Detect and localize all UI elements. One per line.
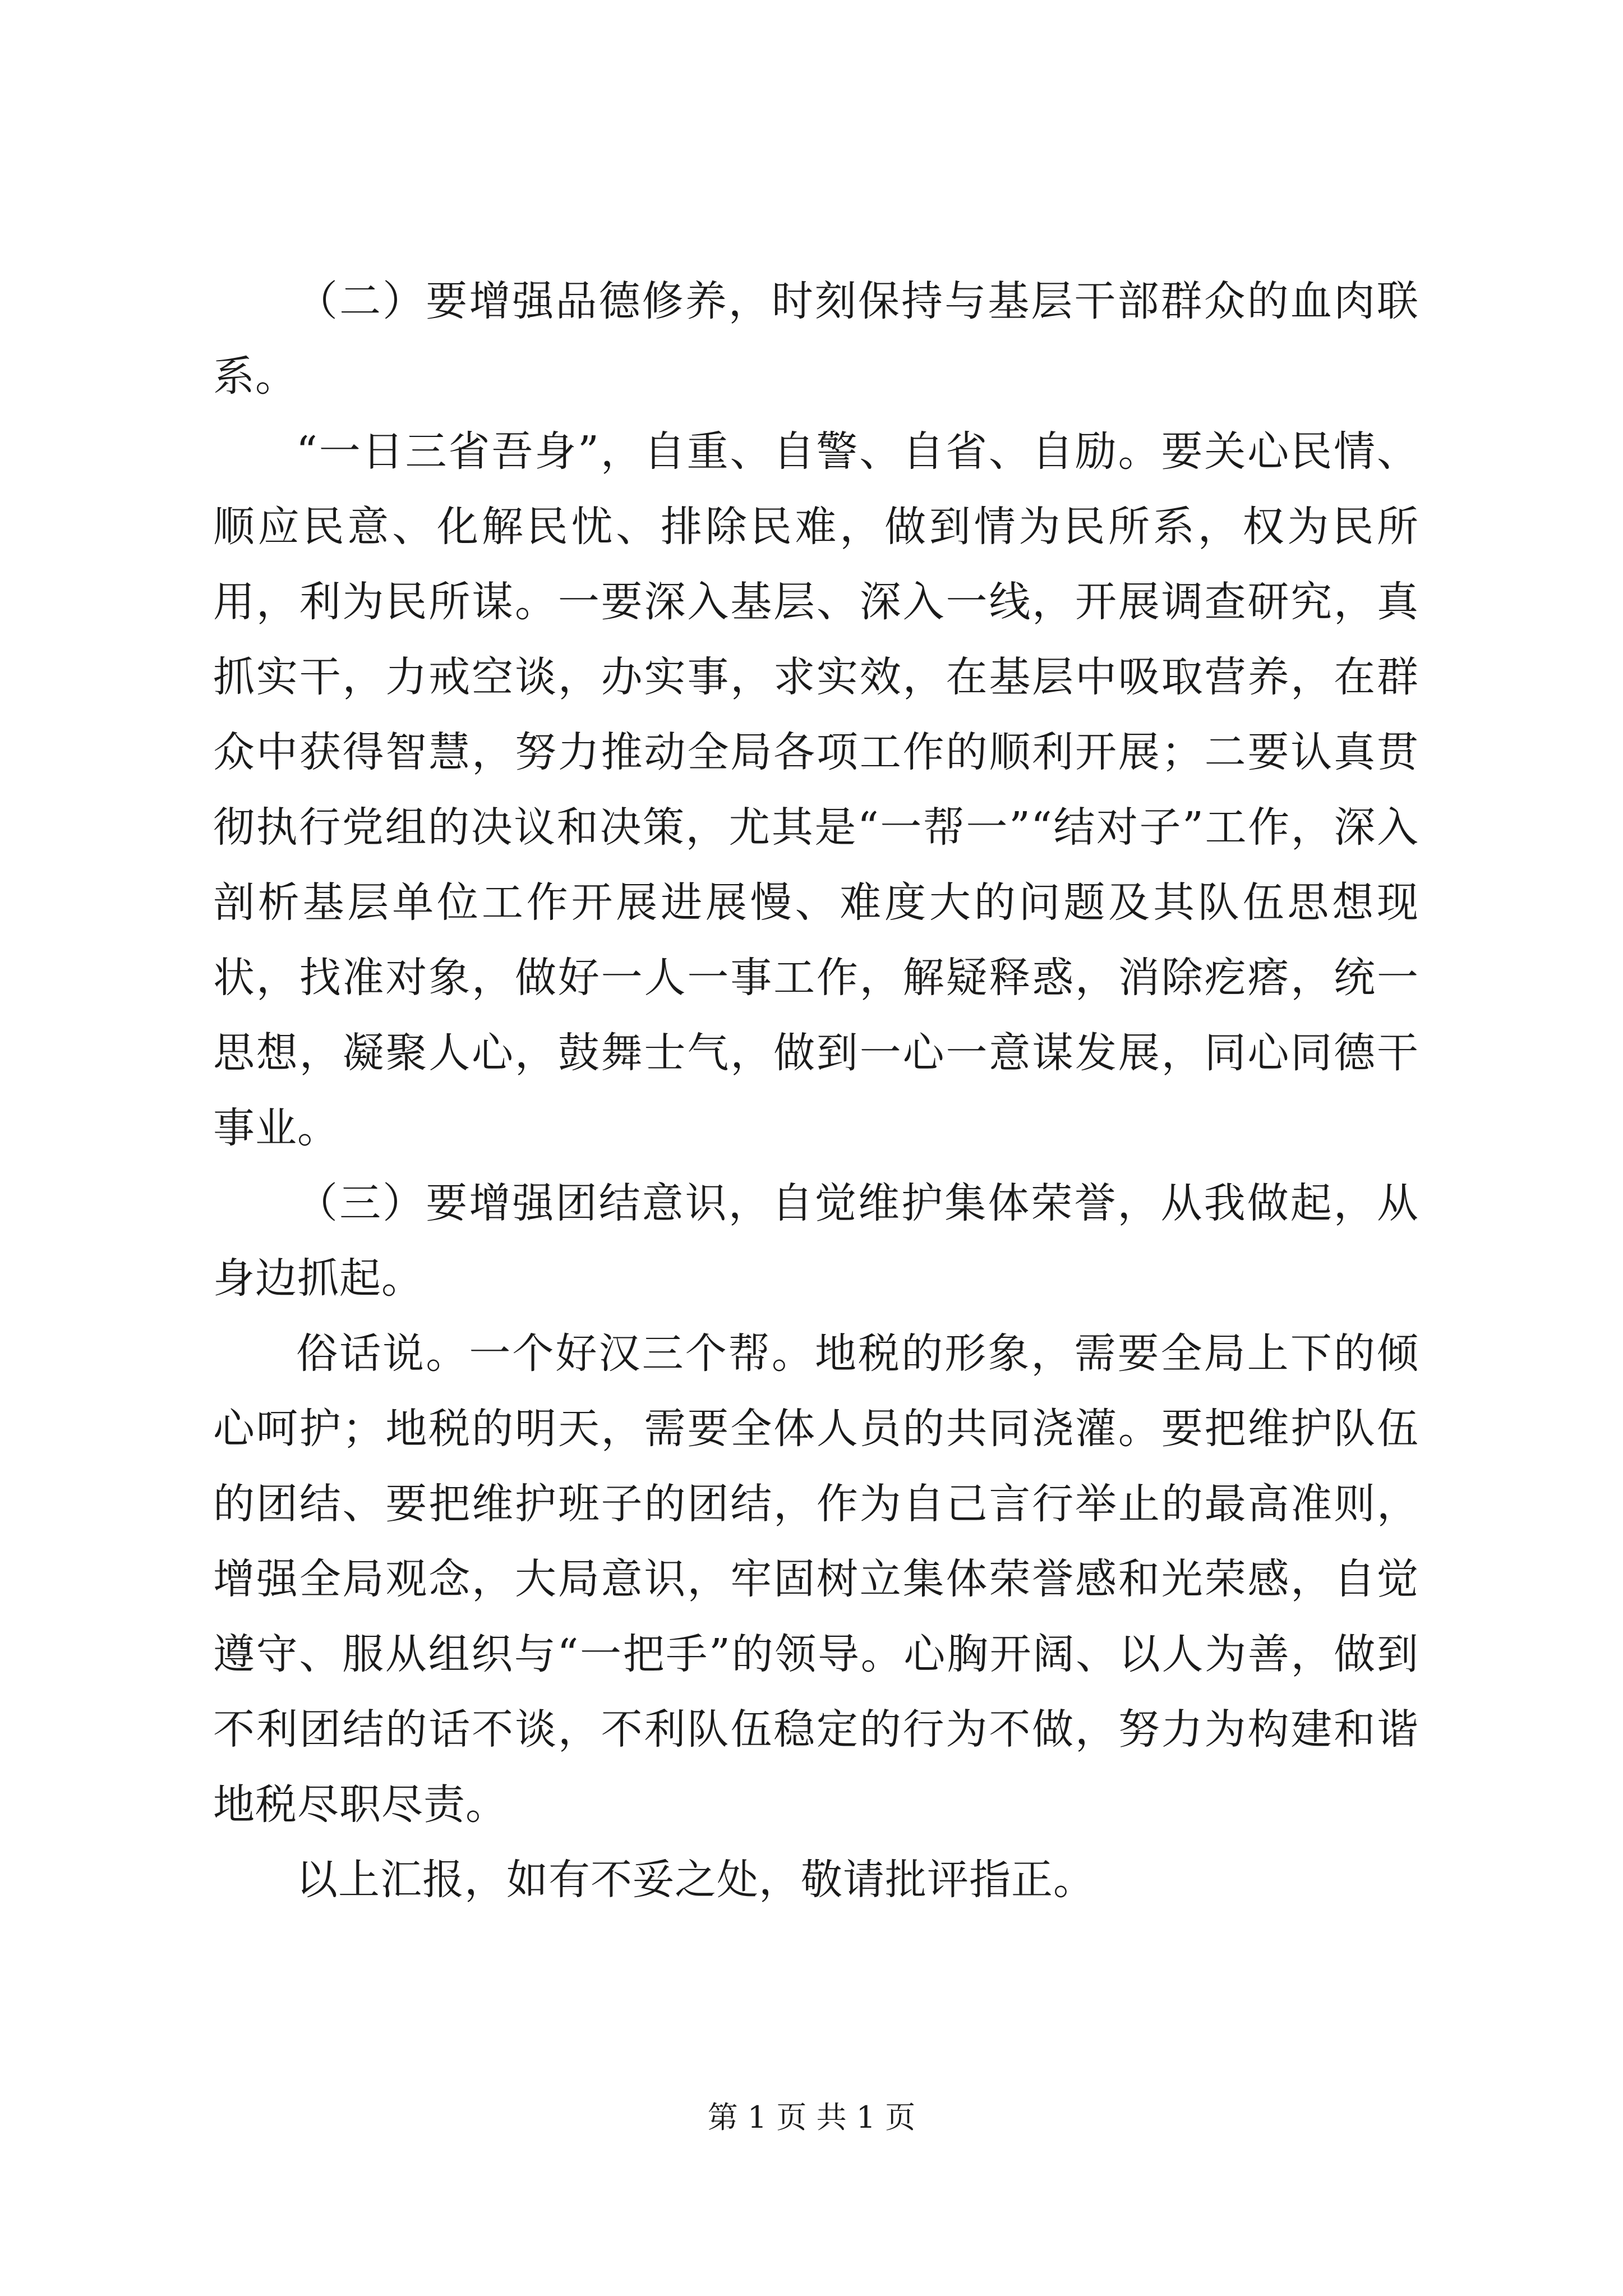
closing-remark: 以上汇报，如有不妥之处，敬请批评指正。 <box>296 1856 1095 1904</box>
paragraph-unity-awareness: 俗话说。一个好汉三个帮。地税的形象，需要全局上下的倾心呵护；地税的明天，需要全体人员的共同浇灌。要把维护队伍的团结、要把维护班子的团结，作为自己言行举止的最高准则，增强全局观念，大局意识，牢固树立集体荣誉感和光荣感，自觉遵守、服从组织与“一把手”的领导。心胸开阔、以人为善，做到不利团结的话不谈，不利队伍稳定的行为不做，努力为构建和谐地税尽职尽责。 <box>213 1329 1419 1829</box>
section-heading-three: （三）要增强团结意识，自觉维护集体荣誉，从我做起，从身边抓起。 <box>213 1179 1419 1303</box>
page-footer: 第 1 页 共 1 页 <box>707 2100 916 2135</box>
paragraph-character-cultivation: “一日三省吾身”，自重、自警、自省、自励。要关心民情、顺应民意、化解民忧、排除民难，做到情为民所系，权为民所用，利为民所谋。一要深入基层、深入一线，开展调查研究，真抓实干，力戒空谈，办实事，求实效，在基层中吸取营养，在群众中获得智慧，努力推动全局各项工作的顺利开展；二要认真贯彻执行党组的决议和决策，尤其是“一帮一”“结对子”工作，深入剖析基层单位工作开展进展慢、难度大的问题及其队伍思想现状，找准对象，做好一人一事工作，解疑释惑，消除疙瘩，统一思想，凝聚人心，鼓舞士气，做到一心一意谋发展，同心同德干事业。 <box>213 427 1419 1152</box>
section-heading-two: （二）要增强品德修养，时刻保持与基层干部群众的血肉联系。 <box>213 277 1419 401</box>
document-body <box>213 264 1419 1917</box>
